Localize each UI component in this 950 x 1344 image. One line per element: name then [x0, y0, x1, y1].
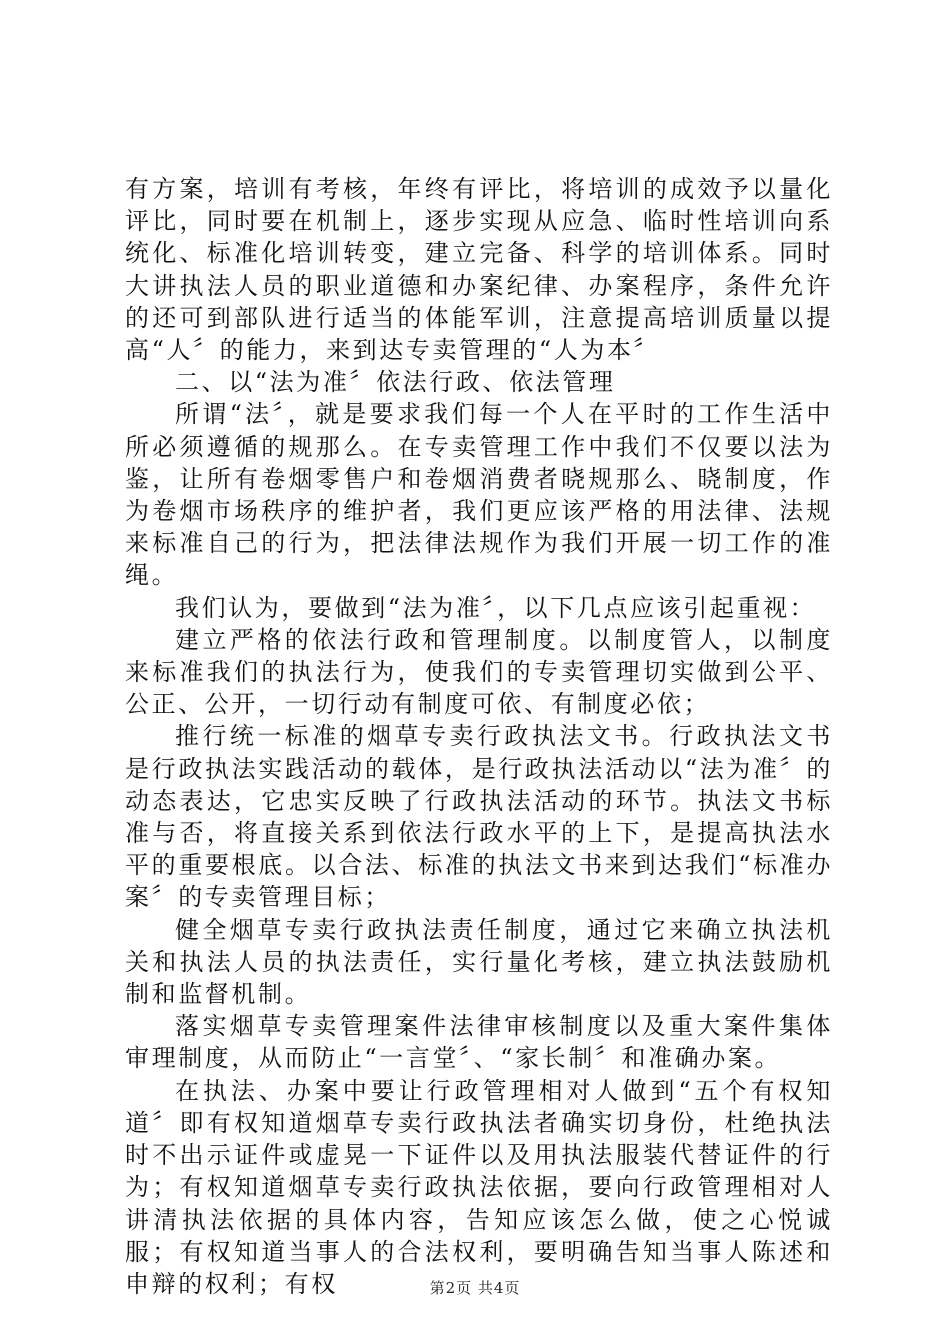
paragraph-point-system: 建立严格的依法行政和管理制度。以制度管人，以制度来标准我们的执法行为，使我们的专卖管理切实做到公平、公正、公开，一切行动有制度可依、有制度必依； [125, 625, 833, 719]
section-heading-law: 二、以“法为准〞依法行政、依法管理 [175, 368, 616, 397]
paragraph-point-five-rights: 在执法、办案中要让行政管理相对人做到“五个有权知道〞即有权知道烟草专卖行政执法者确实切身份，杜绝执法时不出示证件或虚晃一下证件以及用执法服装代替证件的行为；有权知道烟草专卖行政执法依据，要向行政管理相对人讲清执法依据的具体内容，告知应该怎么做，使之心悦诚服；有权知道当事人的合法权利，要明确告知当事人陈述和申辩的权利；有权 [125, 1076, 833, 1298]
document-body [125, 173, 833, 1300]
paragraph-point-review: 落实烟草专卖管理案件法律审核制度以及重大案件集体审理制度，从而防止“一言堂〞、“家长制〞和准确办案。 [125, 1012, 833, 1073]
paragraph-law-points-intro: 我们认为，要做到“法为准〞，以下几点应该引起重视： [175, 593, 817, 622]
page-number-footer: 第2页 共4页 [429, 1279, 521, 1297]
paragraph-point-documents: 推行统一标准的烟草专卖行政执法文书。行政执法文书是行政执法实践活动的载体，是行政执法活动以“法为准〞的动态表达，它忠实反映了行政执法活动的环节。执法文书标准与否，将直接关系到依法行政水平的上下，是提高执法水平的重要根底。以合法、标准的执法文书来到达我们“标准办案〞的专卖管理目标； [125, 722, 833, 912]
paragraph-point-responsibility: 健全烟草专卖行政执法责任制度，通过它来确立执法机关和执法人员的执法责任，实行量化考核，建立执法鼓励机制和监督机制。 [125, 915, 833, 1009]
paragraph-law-definition: 所谓“法〞，就是要求我们每一个人在平时的工作生活中所必须遵循的规那么。在专卖管理工作中我们不仅要以法为鉴，让所有卷烟零售户和卷烟消费者晓规那么、晓制度，作为卷烟市场秩序的维护者，我们更应该严格的用法律、法规来标准自己的行为，把法律法规作为我们开展一切工作的准绳。 [125, 400, 833, 590]
paragraph-training-continuation: 有方案，培训有考核，年终有评比，将培训的成效予以量化评比，同时要在机制上，逐步实现从应急、临时性培训向系统化、标准化培训转变，建立完备、科学的培训体系。同时大讲执法人员的职业道德和办案纪律、办案程序，条件允许的还可到部队进行适当的体能军训，注意提高培训质量以提高“人〞的能力，来到达专卖管理的“人为本〞 [125, 175, 833, 365]
